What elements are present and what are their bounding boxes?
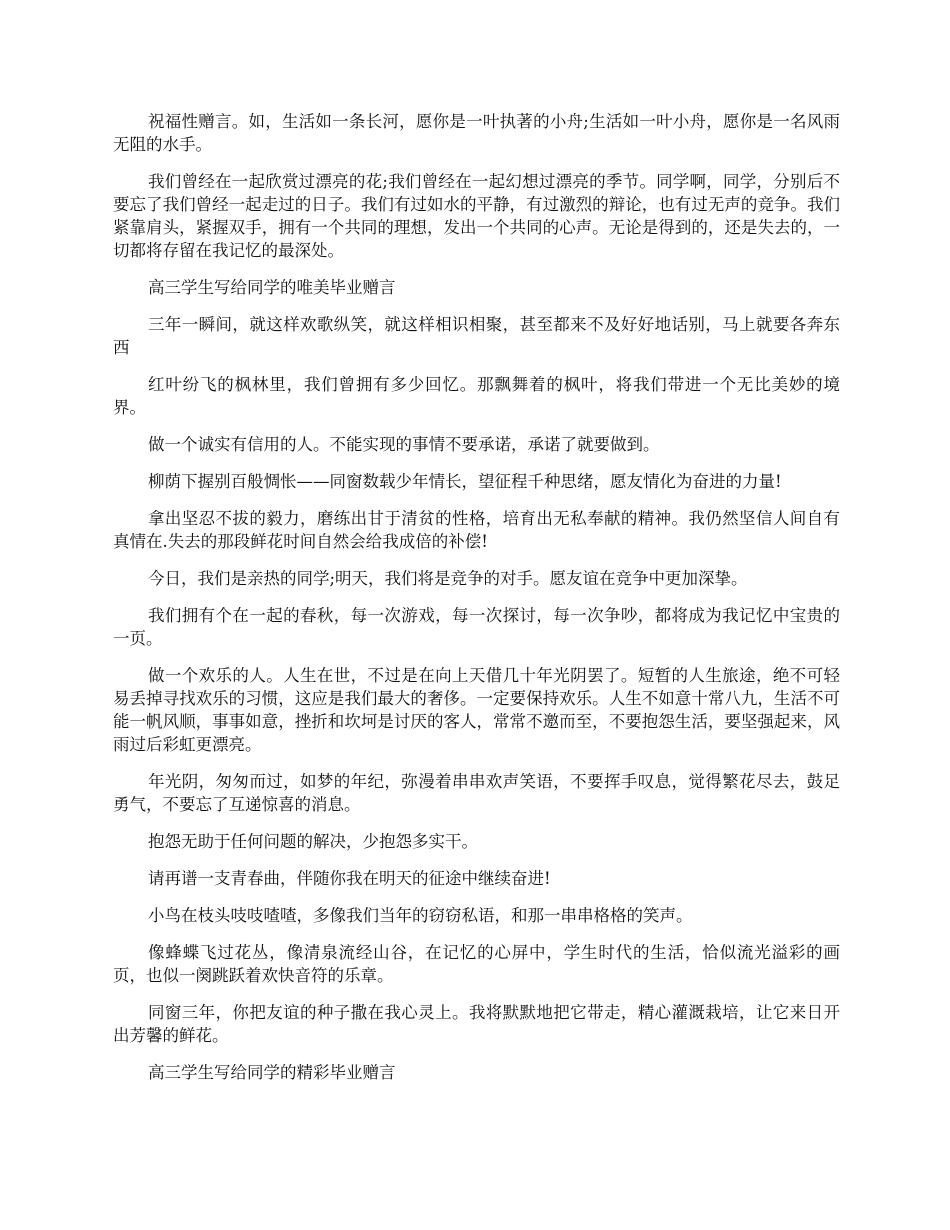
- paragraph-2: 我们曾经在一起欣赏过漂亮的花;我们曾经在一起幻想过漂亮的季节。同学啊，同学，分别后不要忘了我们曾经一起走过的日子。我们有过如水的平静，有过激烈的辩论，也有过无声的竞争。我们紧靠肩头，紧握双手，拥有一个共同的理想，发出一个共同的心声。无论是得到的，还是失去的，一切都将存留在我记忆的最深处。: [113, 172, 840, 260]
- paragraph-14: 小鸟在枝头吱吱喳喳，多像我们当年的窃窃私语，和那一串串格格的笑声。: [148, 906, 693, 925]
- section-heading-2: 高三学生写给同学的精彩毕业赠言: [148, 1063, 396, 1082]
- paragraph-16: 同窗三年，你把友谊的种子撒在我心灵上。我将默默地把它带走，精心灌溉栽培，让它来日开出芳馨的鲜花。: [113, 1003, 840, 1045]
- paragraph-12: 抱怨无助于任何问题的解决，少抱怨多实干。: [148, 832, 478, 851]
- document-body: [113, 110, 840, 1098]
- paragraph-5: 做一个诚实有信用的人。不能实现的事情不要承诺，承诺了就要做到。: [148, 435, 660, 454]
- paragraph-11: 年光阴，匆匆而过，如梦的年纪，弥漫着串串欢声笑语，不要挥手叹息，觉得繁花尽去，鼓足勇气，不要忘了互递惊喜的消息。: [113, 772, 840, 814]
- paragraph-4: 红叶纷飞的枫林里，我们曾拥有多少回忆。那飘舞着的枫叶，将我们带进一个无比美妙的境界。: [113, 375, 840, 417]
- paragraph-6: 柳荫下握别百般惆怅——同窗数载少年情长，望征程千种思绪，愿友情化为奋进的力量!: [148, 472, 782, 491]
- paragraph-7: 拿出坚忍不拔的毅力，磨练出甘于清贫的性格，培育出无私奉献的精神。我仍然坚信人间自有真情在.失去的那段鲜花时间自然会给我成倍的补偿!: [113, 509, 840, 551]
- paragraph-13: 请再谱一支青春曲，伴随你我在明天的征途中继续奋进!: [148, 869, 551, 888]
- paragraph-10: 做一个欢乐的人。人生在世，不过是在向上天借几十年光阴罢了。短暂的人生旅途，绝不可轻易丢掉寻找欢乐的习惯，这应是我们最大的奢侈。一定要保持欢乐。人生不如意十常八九，生活不可能一帆风顺，事事如意，挫折和坎坷是讨厌的客人，常常不邀而至，不要抱怨生活，要坚强起来，风雨过后彩虹更漂亮。: [113, 666, 840, 754]
- paragraph-8: 今日，我们是亲热的同学;明天，我们将是竞争的对手。愿友谊在竞争中更加深挚。: [148, 569, 748, 588]
- paragraph-9: 我们拥有个在一起的春秋，每一次游戏，每一次探讨，每一次争吵，都将成为我记忆中宝贵的一页。: [113, 606, 840, 648]
- paragraph-3: 三年一瞬间，就这样欢歌纵笑，就这样相识相聚，甚至都来不及好好地话别，马上就要各奔东西: [113, 315, 840, 357]
- section-heading-1: 高三学生写给同学的唯美毕业赠言: [148, 278, 396, 297]
- paragraph-1: 祝福性赠言。如，生活如一条长河，愿你是一叶执著的小舟;生活如一叶小舟，愿你是一名风雨无阻的水手。: [113, 112, 840, 154]
- paragraph-15: 像蜂蝶飞过花丛，像清泉流经山谷，在记忆的心屏中，学生时代的生活，恰似流光溢彩的画页，也似一阕跳跃着欢快音符的乐章。: [113, 943, 840, 985]
